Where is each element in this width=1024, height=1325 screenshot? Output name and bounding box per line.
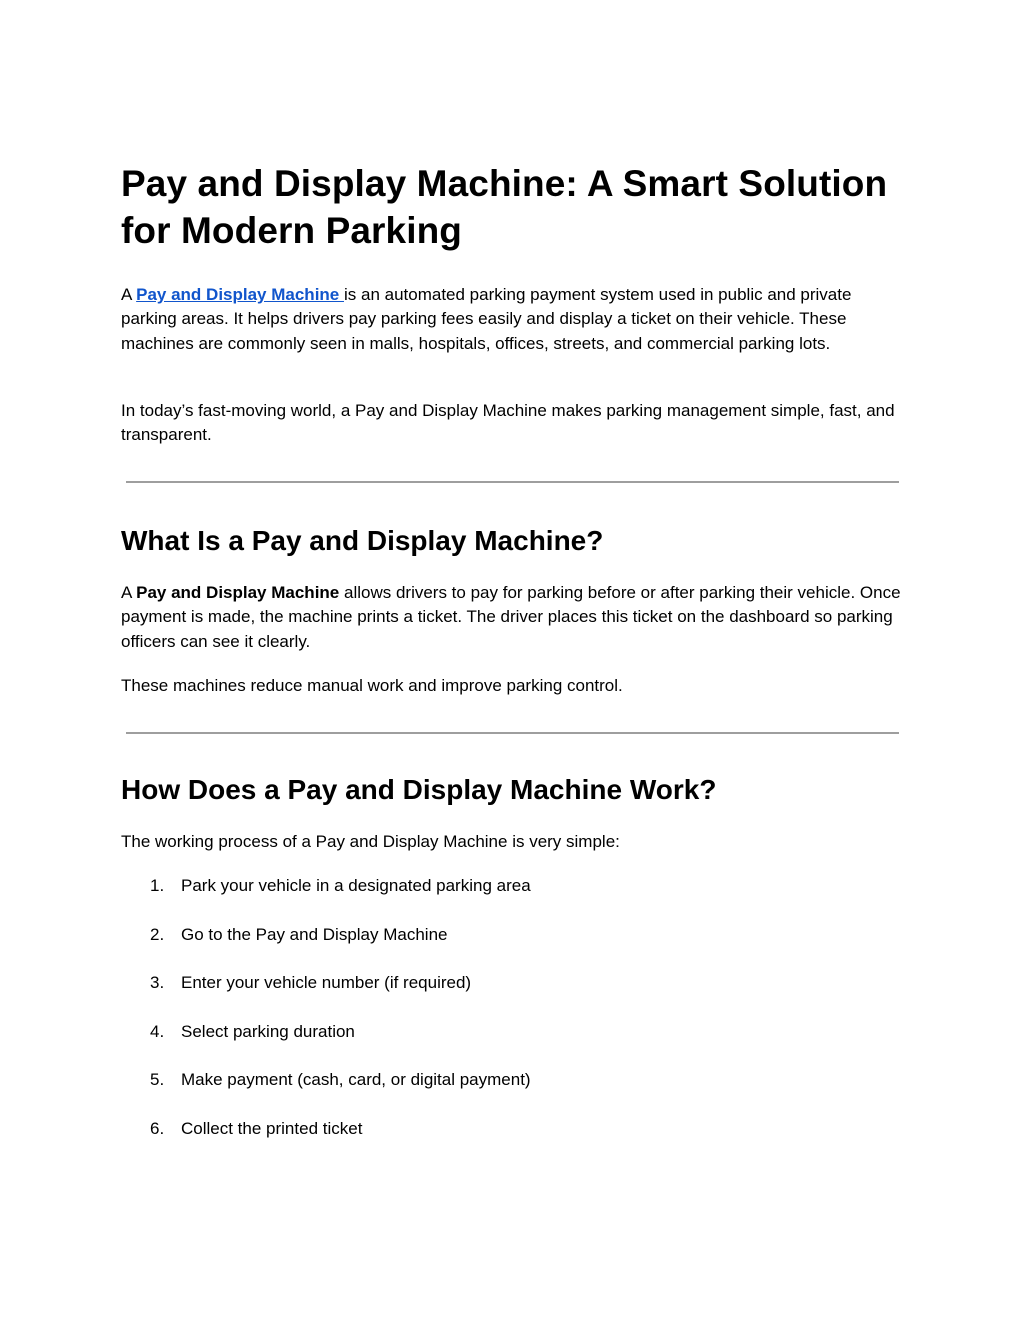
section-divider-2 xyxy=(126,732,899,734)
list-item xyxy=(121,1117,901,1166)
list-item xyxy=(121,874,901,923)
intro-paragraph-2: In today’s fast-moving world, a Pay and Display Machine makes parking management simple, fast, and transparent. xyxy=(121,401,895,445)
section1-paragraph-2-wrap xyxy=(121,674,901,698)
intro-section xyxy=(121,283,901,356)
intro-body-text: is an automated parking payment system used in public and private parking areas. It helps drivers pay parking fees easily and display a ticket on their vehicle. These machines are commonly seen in malls, hospitals, offices, streets, and commercial parking lots. xyxy=(121,285,852,353)
page-title: Pay and Display Machine: A Smart Solution for Modern Parking xyxy=(121,163,888,251)
list-item xyxy=(121,923,901,972)
intro-paragraph-1 xyxy=(121,283,901,356)
list-item xyxy=(121,1020,901,1069)
list-item-text: Make payment (cash, card, or digital payment) xyxy=(181,1070,531,1090)
list-item-number: 3. xyxy=(150,973,165,993)
list-item-text: Select parking duration xyxy=(181,1021,355,1041)
list-item-number: 6. xyxy=(150,1118,165,1138)
steps-list xyxy=(121,874,901,1166)
section1-paragraph-1 xyxy=(121,581,901,654)
section1-bold-term: Pay and Display Machine xyxy=(136,583,340,602)
section-divider-1 xyxy=(126,481,899,483)
section1-paragraph-1-wrap xyxy=(121,581,901,654)
list-item-number: 5. xyxy=(150,1070,165,1090)
list-item-number: 2. xyxy=(150,924,165,944)
list-item xyxy=(121,971,901,1020)
intro-prefix: A xyxy=(121,285,137,304)
section-heading-how-works: How Does a Pay and Display Machine Work? xyxy=(121,774,717,805)
section1-body-text: allows drivers to pay for parking before or after parking their vehicle. Once payment is made, the machine prints a ticket. The driver places this ticket on the dashboard so parking officers can see it clearly. xyxy=(121,583,901,651)
list-item-number: 1. xyxy=(150,876,165,895)
section1-prefix: A xyxy=(121,583,137,602)
section1-paragraph-2: These machines reduce manual work and improve parking control. xyxy=(121,676,623,695)
list-item-text: Collect the printed ticket xyxy=(181,1118,363,1138)
list-item-text: Park your vehicle in a designated parking area xyxy=(181,876,531,895)
section2-intro-wrap xyxy=(121,830,901,854)
list-item-text: Enter your vehicle number (if required) xyxy=(181,973,472,993)
list-item-number: 4. xyxy=(150,1021,165,1041)
intro-paragraph-2-wrap xyxy=(121,399,901,448)
steps-list-wrap xyxy=(121,874,901,1166)
list-item xyxy=(121,1068,901,1117)
list-item-text: Go to the Pay and Display Machine xyxy=(181,924,448,944)
section2-intro: The working process of a Pay and Display Machine is very simple: xyxy=(121,832,620,851)
section-heading-what-is: What Is a Pay and Display Machine? xyxy=(121,525,604,556)
pay-and-display-machine-link[interactable]: Pay and Display Machine xyxy=(136,285,344,304)
